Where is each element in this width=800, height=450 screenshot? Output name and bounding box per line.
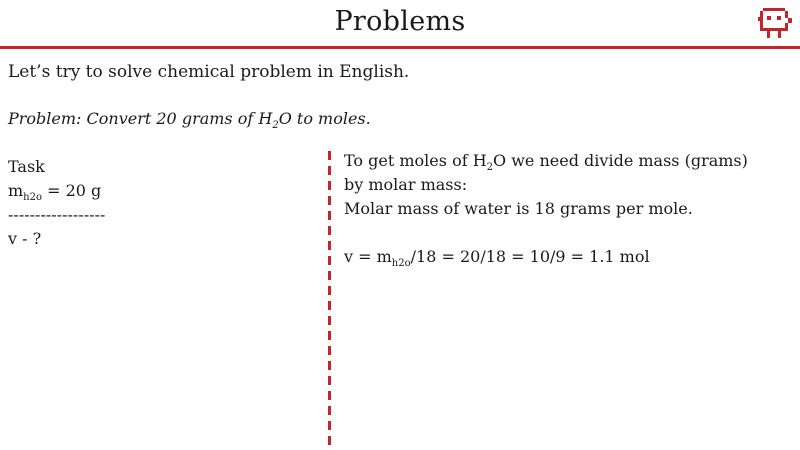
solution-line-1-prefix: To get moles of H [344, 151, 487, 170]
problem-suffix: O to moles. [278, 109, 371, 128]
solution-line-1-suffix: O we need divide mass (grams) [493, 151, 748, 170]
mass-value: = 20 g [42, 181, 102, 200]
formula-suffix: /18 = 20/18 = 10/9 = 1.1 mol [410, 247, 650, 266]
intro-text: Let’s try to solve chemical problem in English. [8, 62, 410, 82]
column-divider [328, 151, 331, 450]
problem-statement [8, 109, 371, 131]
solution-line-3: Molar mass of water is 18 grams per mole. [344, 199, 693, 218]
task-mass [8, 179, 105, 203]
solution-formula [344, 245, 748, 269]
mass-symbol: m [8, 181, 24, 200]
task-unknown: v - ? [8, 229, 42, 248]
solution-line-1 [344, 149, 748, 173]
formula-prefix: v = m [344, 247, 392, 266]
problem-subscript: 2 [272, 120, 279, 131]
title-underline [0, 46, 800, 49]
task-separator: ------------------ [8, 205, 106, 224]
slide-title: Problems [334, 6, 466, 37]
task-column [8, 155, 105, 251]
formula-subscript: h2o [391, 258, 411, 269]
solution-line-1-subscript: 2 [486, 162, 494, 173]
task-label: Task [8, 157, 45, 176]
robot-logo-icon [755, 3, 795, 43]
solution-column [344, 149, 748, 269]
solution-gap [344, 221, 748, 245]
problem-prefix: Problem: Convert 20 grams of H [8, 109, 273, 128]
solution-line-2: by molar mass: [344, 175, 468, 194]
mass-subscript: h2o [23, 192, 42, 203]
